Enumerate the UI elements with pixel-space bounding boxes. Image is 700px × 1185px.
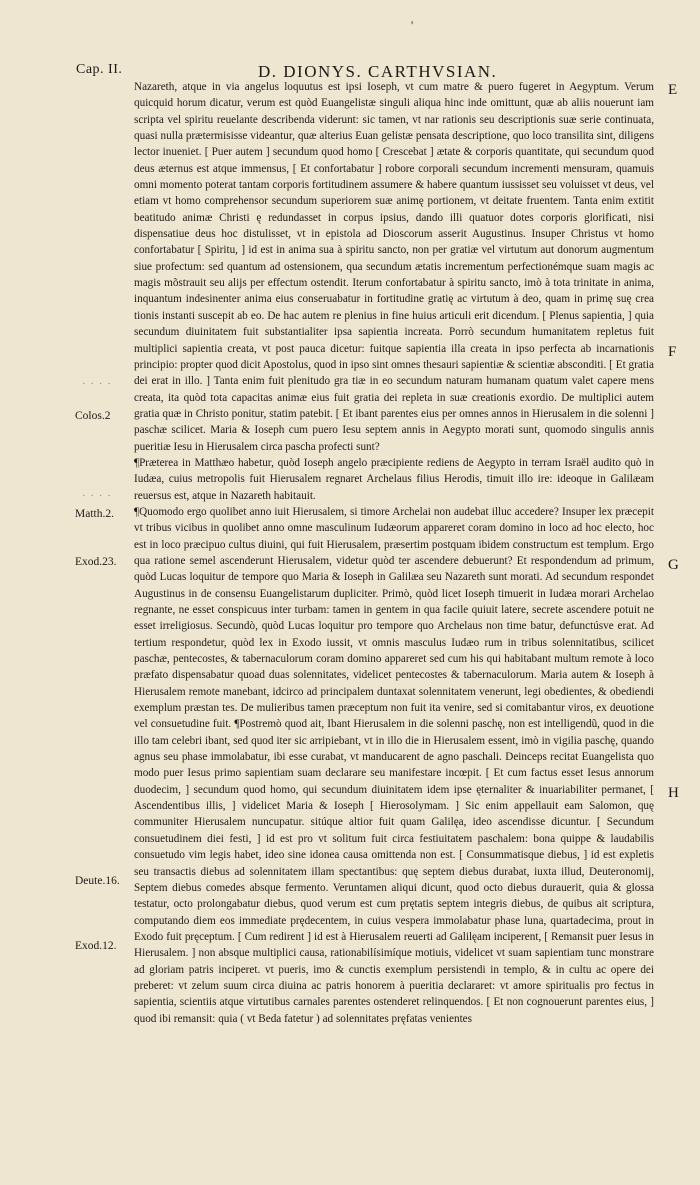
margin-note-exod-12: Exod.12. xyxy=(75,940,117,952)
section-letter-h: H xyxy=(668,785,679,801)
margin-ornament: · · · · xyxy=(82,378,112,390)
section-letter-g: G xyxy=(668,557,679,573)
chapter-label: Cap. II. xyxy=(76,62,123,77)
commentary-text xyxy=(134,79,654,1027)
margin-note-matth: Matth.2. xyxy=(75,508,114,520)
printer-mark: ' xyxy=(411,18,414,32)
margin-note-colos: Colos.2 xyxy=(75,410,111,422)
section-letter-e: E xyxy=(668,82,678,98)
section-letter-f: F xyxy=(668,344,677,360)
margin-note-deute: Deute.16. xyxy=(75,875,120,887)
running-title: D. DIONYS. CARTHVSIAN. xyxy=(258,62,498,81)
paragraph: ¶Præterea in Matthæo habetur, quòd Ioseph angelo præcipiente rediens de Aegypto in terram Israël audito quò in Iudæa, cuius metropolis fuit Hierusalem regnaret Archelaus filius Herodis, timuit illo ire: ideoque in Galilæam reuersus est, atque in Nazareth habitauit. xyxy=(134,456,654,502)
paragraph: ¶Quomodo ergo quolibet anno iuit Hierusalem, si timore Archelai non audebat illuc accedere? Insuper lex præcepit vt tribus vicibus in quolibet anno omne masculinum Iudæorum appareret coram domino in loco ad hoc electo, hoc est in loco præcipuo cultus diuini, qui fuit Hierusalem, præsertim postquam ibidem constructum est templum. Ergo qua ratione semel ascenderunt Hierusalem, videtur quòd ter ascendere debuerunt? Et respondendum ad primum, quòd Lucas loquitur de tempore quo Maria & Ioseph in Galilæa seu Nazareth sunt morati. Ad secundum respondet Augustinus in de consensu Euangelistarum dupliciter. Primò, quòd licet Ioseph timuerit in Iudæa morari Archelao regnante, ne esset conspicuus inter turbam: tamen in gentem in qua facile quiuit latere, secrete ascendere potuit ne esset irreligiosus. Secundò, quòd Lucas loquitur pro tempore quo Archelaus non time batur, defunctúsve erat. Ad tertium respondetur, quòd lex in Exodo iussit, vt omnis masculus Iudæo rum in tribus solennitatibus, scilicet paschæ, pentecostes, & tabernaculorum coram domino appareret sed cum his qui habitabant multum remote à loco præfato dispensabatur quoad duas solennitates, videlicet pentecostes & tabernaculorum. Maria autem & Ioseph à Hierusalem remote manebant, idcirco ad principalem duntaxat solennitatem venerunt, legi obedientes, & obediendi exemplum præstan tes. De mulieribus tamen præceptum non fuit ita venire, sed si comitabantur viros, ex deuotione vel consuetudine fuit. ¶Postremò quod ait, Ibant Hierusalem in die solenni paschę, non est intelligendũ, quod in die illo tam celebri ibant, sed quod iter sic arripiebant, vt in illo die in Hierusalem essent, imò in vigilia paschę, quando agnus seu phase immolabatur, ibi esse curabat, vt manducarent de agno paschali. Deinceps recitat Euangelista quo modo puer Iesus primo sapientiam suam declarare seu manifestare incœpit. [ Et cum factus esset Iesus annorum duodecim, ] secundum quod homo, qui secundum diuinitatem idem ipse ęternaliter & inuariabiliter permanet, [ Ascendentibus illis, ] videlicet Maria & Ioseph [ Hierosolymam. ] Sic enim appellauit eam Salomon, quę communiter Hierusalem nuncupatur. sitúque altior fuit quam Galilęa, ideo ascendisse dicuntur. [ Secundum consuetudinem diei festi, ] id est pro vt solitum fuit circa festiuitatem paschalem: bona quippe & laudabilis consuetudo vim legis habet, ideo sine idonea causa omittenda non est. [ Consummatisque diebus, ] id est expletis seu transactis diebus ad solennitatem illam spectantibus: quę septem diebus durabat, iuxta illud, Deuteronomij, Septem diebus comedes absque fermento. Veruntamen aliqui dicunt, quod octo diebus durauerit, quia & glossa testatur, octo prolongabatur diebus, quod verum est cum prętatis septem integris diebus, de quibus ait scriptura, computando diem eos immediate prędecentem, in cuius vespera immolabatur phase luna, quartadecima, prout in Exodo fuit pręceptum. [ Cum redirent ] id est à Hierusalem reuerti ad Galilęam inciperent, [ Remansit puer Iesus in Hierusalem. ] non absque multiplici causa, rationabilísimíque motiuis, videlicet vt suam sapientiam tunc monstrare ad gloriam patris inciperet. vt pueris, imo & cunctis exemplum persistendi in templo, & in cultu ac opere dei preberet: vt zelum suum circa diuina ac patris honorem à pueritia declararet: vt amore spiritualis pro fectus in sapientia, scientiis atque virtutibus carnales parentes ostenderet relinquendos. [ Et non cognouerunt parentes eius, ] quod ibi remansit: quia ( vt Beda fatetur ) ad solennitates pręfatas venientes xyxy=(134,505,654,1025)
margin-ornament: · · · · xyxy=(82,490,112,502)
margin-note-exod-23: Exod.23. xyxy=(75,556,117,568)
paragraph: Nazareth, atque in via angelus loquutus est ipsi Ioseph, vt cum matre & puero fugeret in Aegyptum. Verum quicquid horum dicatur, verum est quòd Euangelistæ singuli aliqua hinc inde omittunt, quæ ab aliis nouerunt iam scripta vel spiritu reuelante describenda viderunt: sic tamen, vt nar rationis seu descriptionis suæ serie continuata, quasi nulla prætermisisse videantur, quæ alterius Euan gelistæ pensata descriptione, quo loco transilita sint, diligens lector inueniet. [ Puer autem ] secundum quod homo [ Crescebat ] ætate & corporis quantitate, qui secundum quod deus æternus est atque immensus, [ Et confortabatur ] robore corporali secundum incrementi mensuram, quamuis omni momento poterat tantam corporis fortitudinem assumere & habere quantum iussisset seu voluisset vt deus, vel etiam vt homo comprehensor secundum superiorem suæ animę portionem, vt deitate fruentem. Tanta enim extitit beatitudo animæ Christi ę redundasset in corpus ipsius, dando illi quatuor dotes corporis glorificati, nisi dispensatiue deus hoc distulisset, vt in epistola ad Dioscorum asserit Augustinus. Insuper Christus vt homo confortabatur [ Spiritu, ] id est in anima sua à spiritu sancto, non per gratiæ vel virtutum aut donorum augmentum siue profectum: sed quantum ad ostensionem, qua secundum ætatis incrementum perfectionémque suam magis ac magis mõstrauit seu alijs per effectum ostendit. Iterum confortabatur à spiritu sancto, imò à tota trinitate in anima, inquantum indesinenter anima eius conseruabatur in fortitudine gratię ac virtutum à deo, quam in primę suę crea tionis instanti suscepit ab eo. De hac autem re plenius in fine huius articuli erit dicendum. [ Plenus sapientia, ] quia secundum diuinitatem fuit substantialiter ipsa sapientia increata. Porrò secundum humanitatem repletus fuit multiplici sapientia creata, vt post pauca dicetur: fuitque sapientia illa creata in ipso perfecta ab incarnationis principio: propter quod dicit Apostolus, quod in ipso sint omnes thesauri sapientiæ & scientiæ absconditi. [ Et gratia dei erat in illo. ] Tanta enim fuit plenitudo gra tiæ in eo secundum naturam humanam quatum valet capere mens creata, ita quòd tota capacitas animæ eius fuit gratia dei repleta in suæ creationis exordio. De multiplici autem gratia quæ in Christo ponitur, statim patebit. [ Et ibant parentes eius per omnes annos in Hierusalem in die solenni ] paschæ scilicet. Maria & Ioseph cum puero Iesu septem annis in Aegypto morati sunt, quomodo singulis annis pueritiæ Iesu in Hierusalem circa pascha profecti sunt? xyxy=(134,81,654,453)
